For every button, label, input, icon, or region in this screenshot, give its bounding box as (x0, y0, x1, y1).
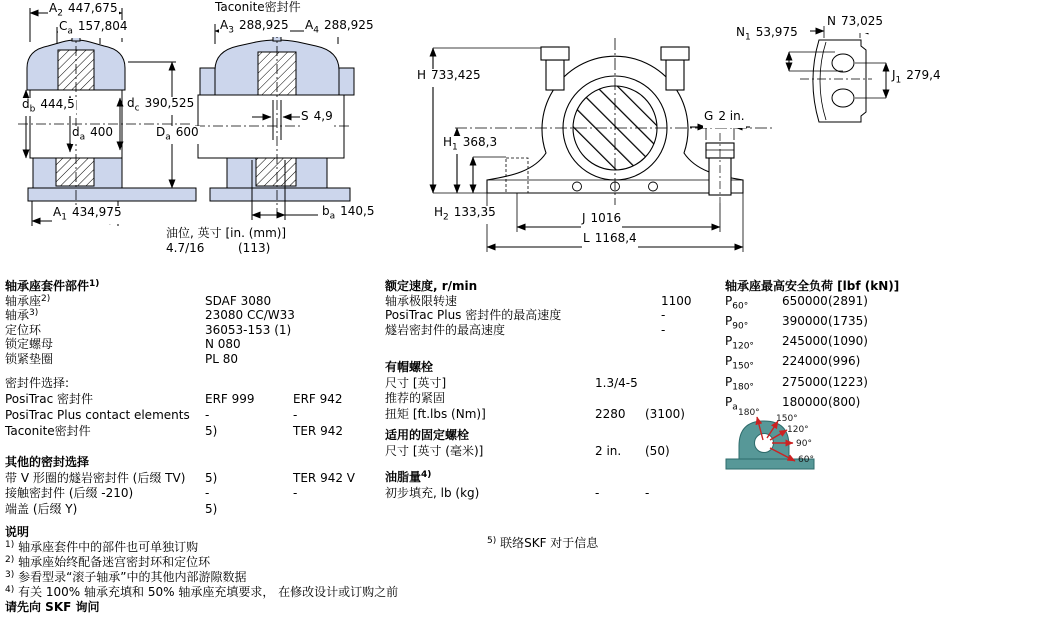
row-value-2: (50) (645, 443, 670, 458)
note-item: $^{3)}$ 参看型录“滚子轴承”中的其他内部游隙数据 (5, 570, 247, 584)
row-value-2: (800) (828, 394, 861, 409)
seal-selection-table (5, 375, 383, 439)
note-item: $^{1)}$ 轴承座套件中的部件也可单独订购 (5, 540, 199, 554)
row-label: 轴承极限转速 (385, 293, 458, 308)
notes-footer: 请先向 SKF 询问 (5, 600, 100, 614)
row-label: PosiTrac Plus 密封件的最高速度 (385, 308, 562, 323)
table-row (385, 294, 695, 309)
dim-label-db: $d_b$ 444,5 (22, 97, 75, 115)
other-seals-header: 其他的密封选择 (5, 455, 90, 469)
row-label: 尺寸 [英寸] (385, 375, 447, 390)
table-row (5, 407, 383, 423)
base-view-drawing (789, 26, 886, 122)
table-row (385, 308, 695, 323)
row-value: - (661, 322, 666, 337)
table-row (725, 375, 1050, 395)
row-value-2: ERF 942 (293, 392, 343, 406)
row-value: - (661, 308, 666, 323)
note-item: $^{4)}$ 有关 100% 轴承充填和 50% 轴承座充填要求， 在修改设计或订购之前 (5, 585, 399, 599)
dim-label-L: L 1168,4 (582, 232, 638, 250)
dim-label-J: J 1016 (581, 212, 622, 230)
row-label: $P_{60^\circ}$ (725, 293, 749, 312)
row-label: 扭矩 [ft.lbs (Nm)] (385, 406, 486, 421)
note-item: $^{2)}$ 轴承座始终配备迷宫密封环和定位环 (5, 555, 211, 569)
dim-label-A3: $A_3$ 288,925 (220, 18, 289, 36)
housing-parts-table (5, 279, 383, 367)
table-row (5, 502, 383, 518)
section-view-drawing (18, 8, 196, 226)
row-value-1: 5) (205, 424, 218, 438)
row-value-2: (996) (828, 354, 861, 369)
table-row (5, 308, 383, 323)
table-row (5, 323, 383, 338)
dim-label-dc: $d_c$ 390,525 (127, 96, 195, 114)
other-seals-table (5, 455, 383, 517)
row-value-1: 180000 (782, 394, 828, 409)
table-row (5, 294, 383, 309)
dim-label-A1: $A_1$ 434,975 (53, 205, 122, 223)
row-label: $P_{180^\circ}$ (725, 374, 754, 392)
row-label: 尺寸 [英寸 (毫米)] (385, 443, 484, 458)
table-row (725, 354, 1050, 374)
row-label: 燧岩密封件的最高速度 (385, 322, 506, 337)
row-value-2: TER 942 (293, 424, 343, 438)
table-row (725, 395, 1050, 415)
row-value-2 (293, 502, 383, 518)
notes-header: 说明 (5, 525, 30, 539)
row-value-2: - (293, 408, 298, 422)
table-row (385, 444, 695, 460)
table-row (385, 407, 695, 423)
row-label: $P_{150^\circ}$ (725, 354, 754, 372)
table-row (385, 485, 695, 501)
row-value-1 (595, 391, 645, 407)
seal-selection-header: 密封件选择: (5, 376, 70, 390)
speed-table (385, 279, 695, 337)
row-value-2: (1090) (828, 334, 868, 349)
table-row (385, 391, 695, 407)
dim-label-H2: $H_2$ 133,35 (434, 205, 496, 223)
row-value-1: 390000 (782, 313, 828, 328)
row-value-2: (2891) (828, 293, 868, 308)
table-row (5, 471, 383, 487)
row-value: SDAF 3080 (205, 293, 272, 308)
row-value-1: - (205, 408, 210, 422)
table-row (5, 486, 383, 502)
anchor-bolts-table (385, 428, 695, 459)
row-value: 1100 (661, 293, 692, 308)
dim-label-J1: $J_1$ 279,4 (892, 68, 941, 86)
row-label: 初步填充, lb (kg) (385, 486, 480, 500)
dim-label-Da: $D_a$ 600 (156, 125, 199, 143)
row-label: PosiTrac Plus contact elements (5, 408, 190, 422)
taconite-view-title: Taconite密封件 (215, 0, 301, 14)
angle-label-180: 180° (738, 408, 760, 418)
anchor-bolts-header: 适用的固定螺栓 (385, 428, 470, 442)
row-label: 带 V 形圈的燧岩密封件 (后缀 TV) (5, 470, 186, 485)
row-value: 36053-153 (1) (205, 322, 292, 337)
dim-label-Ca: $C_a$ 157,804 (59, 19, 128, 37)
row-label: PosiTrac 密封件 (5, 392, 94, 406)
row-value-1: 650000 (782, 293, 828, 308)
row-value-1: ERF 999 (205, 392, 255, 406)
row-label: 锁定螺母 (5, 337, 54, 352)
row-label: 定位环 (5, 322, 42, 337)
notes-section (5, 525, 505, 615)
row-label: 推荐的紧固 (385, 391, 446, 406)
speed-header: 额定速度, r/min (385, 279, 478, 293)
dim-label-S: S 4,9 (300, 110, 334, 128)
row-value-2: (1735) (828, 313, 868, 328)
row-label: $P_{120^\circ}$ (725, 334, 754, 352)
row-value-1: 5) (205, 501, 218, 516)
dim-label-H1: $H_1$ 368,3 (443, 135, 498, 153)
row-value-1: 2 in. (595, 443, 622, 458)
dim-label-N: N 73,025 (826, 15, 884, 33)
oil-level-mm: (113) (238, 241, 271, 255)
dim-label-G: G 2 in. (703, 110, 746, 128)
table-row (5, 337, 383, 352)
row-label: 接触密封件 (后缀 -210) (5, 486, 134, 500)
row-label: 端盖 (后缀 Y) (5, 501, 78, 516)
row-value-1: - (205, 486, 210, 500)
cap-bolts-table (385, 360, 695, 422)
row-value-1: 224000 (782, 354, 828, 369)
row-label: 轴承$^{3)}$ (5, 308, 39, 323)
table-row (5, 352, 383, 367)
row-value: N 080 (205, 337, 241, 352)
table-row (5, 391, 383, 407)
row-value-2: - (293, 486, 298, 500)
load-table-header: 轴承座最高安全负荷 [lbf (kN)] (725, 279, 900, 293)
oil-level-label: 油位, 英寸 [in. (mm)] (166, 226, 287, 240)
row-value-1: 2280 (595, 406, 626, 421)
row-value-1: 245000 (782, 334, 828, 349)
housing-parts-header: 轴承座套件部件$^{1)}$ (5, 279, 100, 293)
table-row (725, 334, 1050, 354)
row-value-1: 1.3/4-5 (595, 375, 638, 390)
angle-label-120: 120° (787, 425, 809, 435)
angle-label-90: 90° (796, 439, 812, 449)
oil-level-inches: 4.7/16 (166, 241, 205, 255)
grease-header: 油脂量$^{4)}$ (385, 470, 432, 484)
row-value-1: 275000 (782, 374, 828, 389)
row-value-2 (645, 376, 695, 392)
table-row (5, 423, 383, 439)
note-5: $^{5)}$ 联络SKF 对于信息 (487, 536, 599, 550)
row-value-2: - (645, 486, 650, 500)
row-label: $P_a$ (725, 394, 738, 413)
dim-label-H: H 733,425 (416, 69, 482, 87)
load-table (725, 279, 1050, 415)
row-value-2: TER 942 V (293, 470, 355, 485)
table-row (385, 376, 695, 392)
row-value: PL 80 (205, 351, 239, 366)
dim-label-N1: $N_1$ 53,975 (736, 25, 798, 43)
row-label: $P_{90^\circ}$ (725, 313, 749, 332)
cap-bolts-header: 有帽螺栓 (385, 360, 434, 374)
row-value-2: (3100) (645, 406, 685, 421)
row-value-2: (1223) (828, 374, 868, 389)
row-value: 23080 CC/W33 (205, 308, 295, 323)
grease-table (385, 469, 695, 501)
angle-label-150: 150° (776, 414, 798, 424)
dim-label-ba: $b_a$ 140,5 (322, 204, 375, 222)
dim-label-A2: $A_2$ 447,675 (49, 1, 118, 19)
dim-label-da: $d_a$ 400 (72, 125, 114, 143)
table-row (725, 294, 1050, 314)
dim-label-A4: $A_4$ 288,925 (305, 18, 374, 36)
row-label: 轴承座$^{2)}$ (5, 293, 51, 308)
row-value-2 (645, 391, 695, 407)
table-row (725, 314, 1050, 334)
row-label: Taconite密封件 (5, 424, 91, 438)
row-value-1: - (595, 486, 600, 500)
angle-label-60: 60° (798, 455, 814, 465)
table-row (385, 323, 695, 338)
row-label: 锁紧垫圈 (5, 351, 54, 366)
row-value-1: 5) (205, 470, 218, 485)
